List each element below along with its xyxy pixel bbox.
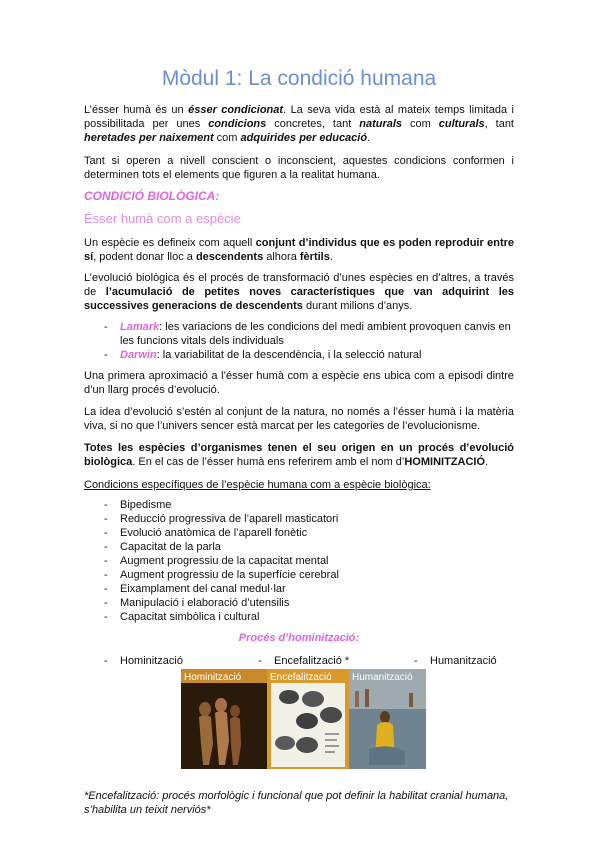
text-run: . La seva vida està al mateix temps limitada i possibilitada per unes — [84, 104, 514, 130]
condition-item: - Reducció progressiva de l’aparell masticatori — [84, 512, 514, 526]
conditions-paragraph: Tant si operen a nivell conscient o inconscient, aquestes condicions conformen i determinen tots el elements que figuren a la realitat humana. — [84, 155, 514, 181]
text-run: HOMINITZACIÓ — [404, 456, 486, 468]
condition-item: - Augment progressiu de la superfície cerebral — [84, 568, 514, 582]
theory-text: : les variacions de les condicions del medi ambient provoquen canvis en les funcions vitals dels individuals — [120, 321, 511, 347]
all-species-paragraph — [84, 441, 514, 469]
text-run: condicions — [208, 118, 267, 130]
condition-item: - Evolució anatòmica de l’aparell fonètic — [84, 526, 514, 540]
panel-label: Humanització — [352, 672, 413, 683]
list-item — [84, 348, 514, 362]
dash-marker: - — [414, 655, 418, 667]
text-run: L’ésser humà és un — [84, 104, 189, 116]
text-run: conjunt d’individus que es poden reproduir entre sí — [84, 237, 515, 263]
text-run: Un espècie es defineix com aquell — [84, 237, 256, 249]
text-run: . — [367, 132, 371, 144]
text-run: ésser condicionat — [188, 104, 284, 116]
process-title: Procés d’hominització: — [238, 632, 360, 644]
dash-marker: - — [104, 655, 108, 667]
approximation-paragraph: Una primera aproximació a l’ésser humà com a espècie ens ubica com a episodi dintre d’un llarg procés d’evolució. — [84, 370, 514, 396]
text-run: durant milions d’anys. — [302, 300, 413, 312]
process-item-humanitzacio: Humanització — [430, 655, 497, 667]
text-run: , podent donar lloc a — [93, 251, 196, 263]
theory-text: : la variabilitat de la descendència, i la selecció natural — [156, 349, 422, 361]
dash-marker: - — [258, 655, 262, 667]
evolution-paragraph — [84, 271, 514, 313]
text-run: com — [402, 118, 439, 130]
process-item-encefalitzacio: Encefalització * — [274, 655, 350, 667]
text-run: Totes les espècies d’organismes tenen el seu origen en un procés d’evolució biològica — [84, 442, 514, 468]
idea-paragraph: La idea d’evolució s’estén al conjunt de la natura, no només a l’ésser humà i la matèria viva, si no que l’univers sencer està marcat per les categories de l’evolucionisme. — [84, 406, 514, 432]
section-heading: CONDICIÓ BIOLÒGICA: — [84, 189, 220, 203]
hominization-image — [181, 669, 267, 769]
text-run: adquirides per educació — [240, 132, 368, 144]
page-title: Mòdul 1: La condició humana — [161, 67, 437, 90]
text-run: alhora — [263, 251, 300, 263]
condition-item: - Capacitat simbòlica i cultural — [84, 610, 514, 624]
text-run: . En el cas de l’ésser humà ens referirem amb el nom d’ — [132, 456, 405, 468]
condition-item: - Augment progressiu de la capacitat mental — [84, 554, 514, 568]
species-paragraph — [84, 236, 514, 264]
condition-item: - Manipulació i elaboració d’utensilis — [84, 596, 514, 610]
process-item-hominitzacio: Hominització — [120, 655, 183, 667]
theory-name: Lamark — [120, 321, 160, 333]
text-run: com — [213, 132, 241, 144]
text-run: , tant — [484, 118, 514, 130]
text-run: . — [329, 251, 333, 263]
text-run: l’acumulació de petites noves característiques que van adquirint les successives generacions de descendents — [84, 286, 514, 312]
encephalization-image — [267, 669, 349, 769]
process-row — [84, 654, 524, 668]
footnote: *Encefalització: procés morfològic i funcional que pot definir la habilitat cranial humana, s’habilita un teixit nerviós* — [84, 790, 509, 816]
text-run: . — [485, 456, 489, 468]
conditions-list — [84, 498, 514, 624]
panel-label: Hominització — [184, 672, 242, 683]
theories-list — [84, 320, 514, 362]
sub-heading: Ésser humà com a espècie — [84, 211, 241, 226]
text-run: L’evolució biològica és el procés de transformació d’unes espècies en d’altres, a través de — [84, 272, 514, 298]
condition-item: - Capacitat de la parla — [84, 540, 514, 554]
intro-paragraph — [84, 103, 514, 145]
condition-item: - Bipedisme — [84, 498, 514, 512]
text-run: culturals — [438, 118, 485, 130]
theory-name: Darwin — [120, 349, 157, 361]
text-run: fèrtils — [299, 251, 330, 263]
text-run: descendents — [195, 251, 264, 263]
text-run: naturals — [359, 118, 403, 130]
list-item — [84, 320, 514, 348]
humanization-image — [349, 669, 426, 769]
text-run: concretes, tant — [266, 118, 360, 130]
panel-label: Encefalització — [270, 672, 332, 683]
process-illustration — [181, 669, 426, 769]
conditions-title: Condicions específiques de l’espècie humana com a espècie biològica: — [84, 479, 431, 491]
condition-item: - Eixamplament del canal medul·lar — [84, 582, 514, 596]
text-run: heretades per naixement — [84, 132, 214, 144]
